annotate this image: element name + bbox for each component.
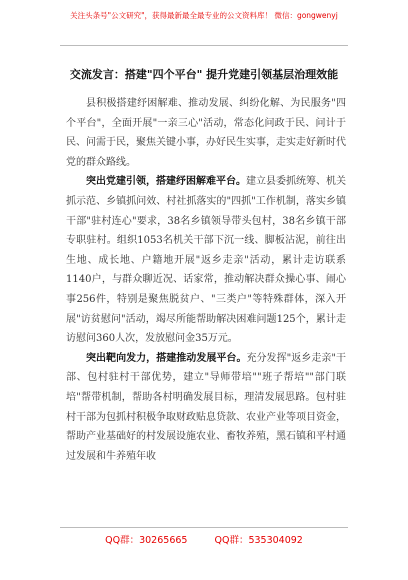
header-divider — [60, 45, 348, 46]
paragraph-intro — [66, 94, 346, 172]
header-banner: 关注头条号"公文研究"，获得最新最全最专业的公文资料库！ 微信：gongwenyj — [70, 11, 338, 20]
document-title: 交流发言：搭建"四个平台" 提升党建引领基层治理效能 — [69, 68, 339, 81]
paragraph-section-2 — [66, 349, 346, 467]
paragraph-lead: 突出靶向发力，搭建推动发展平台。 — [86, 352, 247, 364]
footer-qq-group-2: QQ群：535304092 — [214, 535, 303, 546]
footer-qq-group-1: QQ群：30265665 — [105, 535, 188, 546]
paragraph-text: 充分发挥"返乡走亲"干部、包村驻村干部优势，建立"导师带培""班子帮培""部门联培"帮带机制，帮助各村明确发展目标，理清发展思路。包村驻村干部为包抓村积极争取财政贴息贷款、农业产业等项目资金，帮助产业基础好的村发展设施农业、畜牧养殖，黑石镇和平村通过发展和牛养殖年收 — [66, 352, 347, 462]
paragraph-text: 县积极搭建纾困解难、推动发展、纠纷化解、为民服务"四个平台"，全面开展"一亲三心"活动，常态化问政于民、问计于民、问需于民，聚焦关键小事，办好民生实事，走实走好新时代党的群众路线。 — [66, 98, 346, 168]
document-body — [66, 94, 346, 466]
paragraph-lead: 突出党建引领，搭建纾困解难平台。 — [86, 176, 246, 188]
footer-divider — [60, 527, 348, 528]
paragraph-section-1 — [66, 172, 346, 348]
paragraph-text: 建立县委抓统筹、机关抓示范、乡镇抓问效、村社抓落实的"四抓"工作机制，落实乡镇干部"驻村连心"要求，38名乡镇领导带头包村，38名乡镇干部专职驻村。组织1053名机关干部下沉一线、脚板沾泥，前往出生地、成长地、户籍地开展"返乡走亲"活动，累计走访联系1140户，与群众聊近况、话家常，推动解决群众操心事、闹心事256件，特别是聚焦脱贫户、"三类户"等特殊群体，深入开展"访贫慰问"活动，竭尽所能帮助解决困难问题125个，累计走访慰问360人次，发放慰问金35万元。 — [66, 176, 346, 345]
footer — [0, 532, 408, 546]
